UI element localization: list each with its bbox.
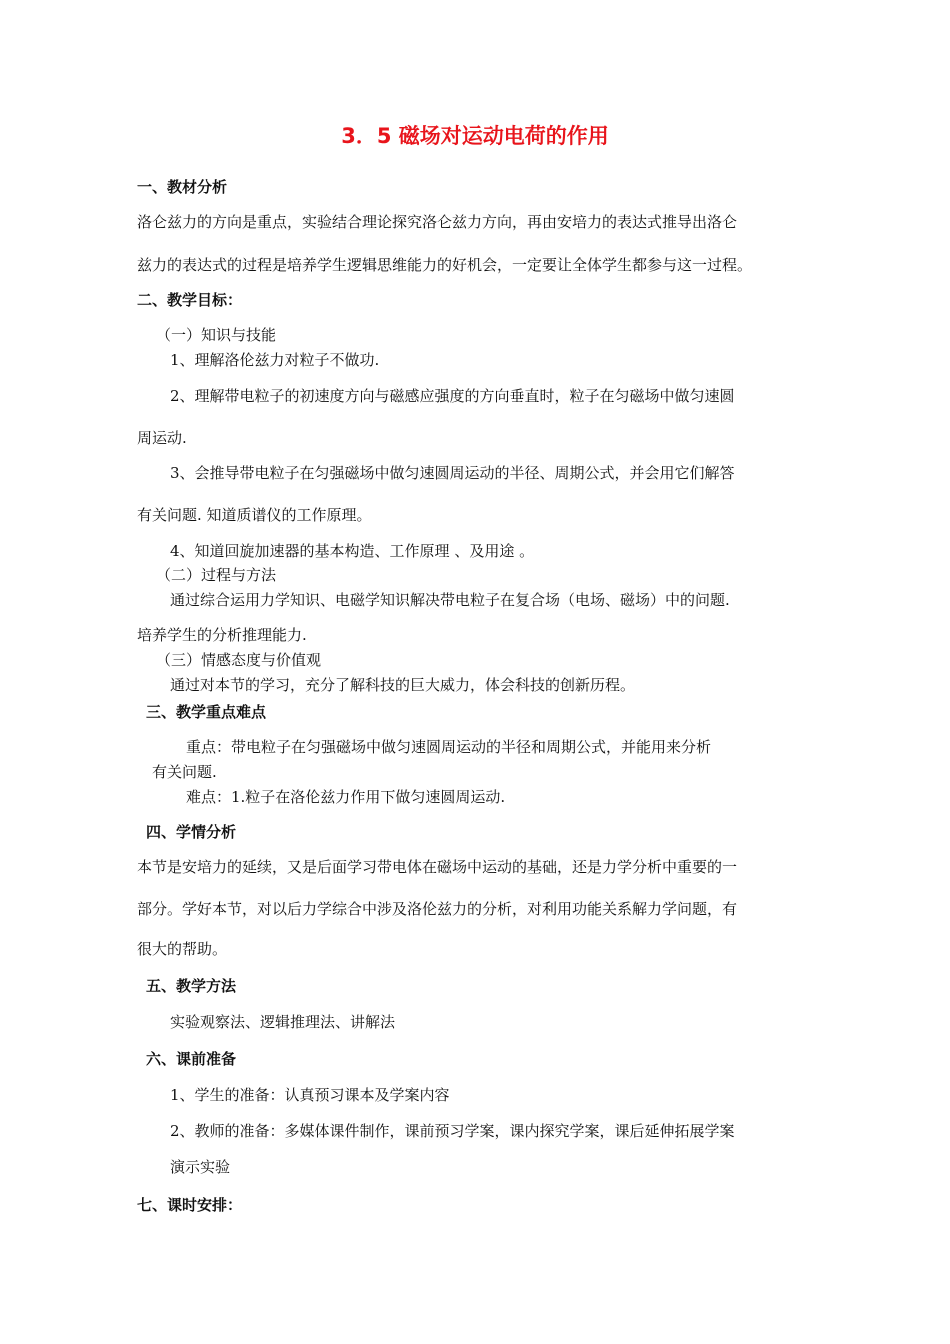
paragraph-line: 兹力的表达式的过程是培养学生逻辑思维能力的好机会，一定要让全体学生都参与这一过程。 xyxy=(137,256,753,274)
section-heading-1: 一、教材分析 xyxy=(137,178,228,196)
section-heading-3: 三、教学重点难点 xyxy=(146,703,267,721)
list-item: 1、理解洛伦兹力对粒子不做功. xyxy=(170,351,380,369)
section-heading-5: 五、教学方法 xyxy=(146,977,237,995)
section-heading-6: 六、课前准备 xyxy=(146,1050,237,1068)
section-heading-4: 四、学情分析 xyxy=(146,823,237,841)
subheading: （二）过程与方法 xyxy=(156,566,277,584)
list-item: 演示实验 xyxy=(170,1158,231,1176)
subheading: （三）情感态度与价值观 xyxy=(156,651,322,669)
paragraph-line: 通过对本节的学习，充分了解科技的巨大威力，体会科技的创新历程。 xyxy=(170,676,636,694)
paragraph-line: 通过综合运用力学知识、电磁学知识解决带电粒子在复合场（电场、磁场）中的问题. xyxy=(170,591,730,609)
list-item: 2、教师的准备：多媒体课件制作，课前预习学案，课内探究学案，课后延伸拓展学案 xyxy=(170,1122,735,1140)
paragraph-line: 培养学生的分析推理能力. xyxy=(137,626,307,644)
list-item: 3、会推导带电粒子在匀强磁场中做匀速圆周运动的半径、周期公式，并会用它们解答 xyxy=(170,464,735,482)
paragraph-line: 实验观察法、逻辑推理法、讲解法 xyxy=(170,1013,396,1031)
paragraph-line: 重点：带电粒子在匀强磁场中做匀速圆周运动的半径和周期公式，并能用来分析 xyxy=(186,738,712,756)
document-title: 3．5 磁场对运动电荷的作用 xyxy=(341,124,609,148)
paragraph-line: 洛仑兹力的方向是重点，实验结合理论探究洛仑兹力方向，再由安培力的表达式推导出洛仑 xyxy=(137,213,738,231)
paragraph-line: 难点：1.粒子在洛伦兹力作用下做匀速圆周运动. xyxy=(186,788,506,806)
paragraph-line: 很大的帮助。 xyxy=(137,940,228,958)
list-item: 2、理解带电粒子的初速度方向与磁感应强度的方向垂直时，粒子在匀磁场中做匀速圆 xyxy=(170,387,735,405)
paragraph-line: 本节是安培力的延续，又是后面学习带电体在磁场中运动的基础，还是力学分析中重要的一 xyxy=(137,858,738,876)
section-heading-2: 二、教学目标： xyxy=(137,291,243,309)
list-item: 4、知道回旋加速器的基本构造、工作原理 、及用途 。 xyxy=(170,542,535,560)
paragraph-line: 部分。学好本节，对以后力学综合中涉及洛伦兹力的分析，对利用功能关系解力学问题，有 xyxy=(137,900,738,918)
section-heading-7: 七、课时安排： xyxy=(137,1196,243,1214)
paragraph-line: 有关问题. xyxy=(152,763,217,781)
list-item-cont: 周运动. xyxy=(137,429,187,447)
subheading: （一）知识与技能 xyxy=(156,326,277,344)
list-item-cont: 有关问题. 知道质谱仪的工作原理。 xyxy=(137,506,372,524)
list-item: 1、学生的准备：认真预习课本及学案内容 xyxy=(170,1086,450,1104)
